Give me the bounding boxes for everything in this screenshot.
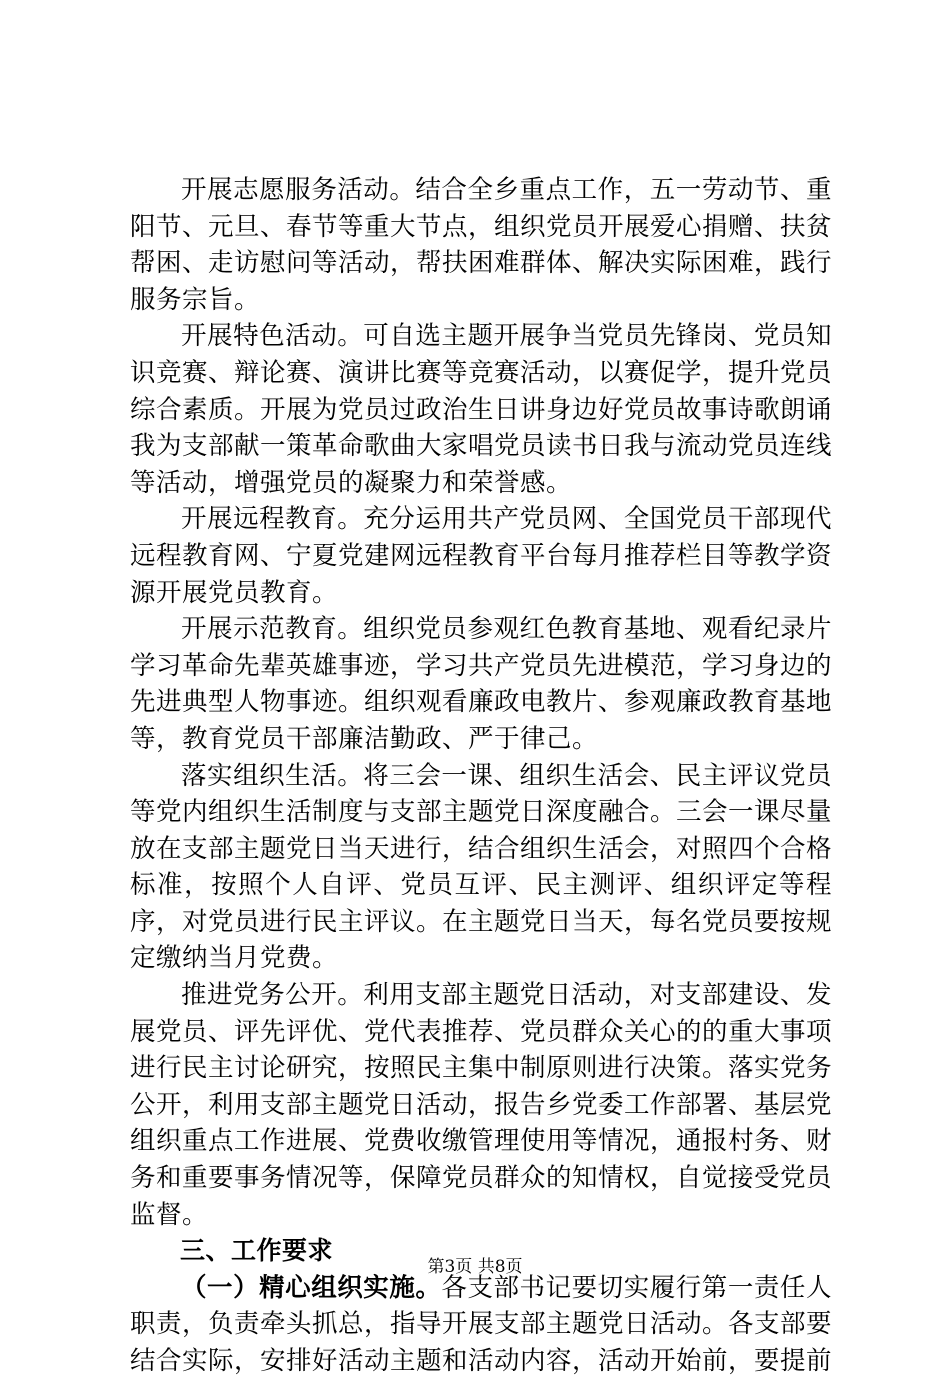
- paragraph-lead: （一）精心组织实施。: [181, 1272, 442, 1303]
- page-footer: 第3页 共8页: [427, 1257, 523, 1277]
- paragraph-organizational-life: 落实组织生活。将三会一课、组织生活会、民主评议党员等党内组织生活制度与支部主题党日深度融合。三会一课尽量放在支部主题党日当天进行，结合组织生活会，对照四个合格标准，按照个人自评、党员互评、民主测评、组织评定等程序，对党员进行民主评议。在主题党日当天，每名党员要按规定缴纳当月党费。: [130, 760, 833, 974]
- paragraph-special-activities: 开展特色活动。可自选主题开展争当党员先锋岗、党员知识竞赛、辩论赛、演讲比赛等竞赛活动，以赛促学，提升党员综合素质。开展为党员过政治生日讲身边好党员故事诗歌朗诵我为支部献一策革命歌曲大家唱党员读书日我与流动党员连线等活动，增强党员的凝聚力和荣誉感。: [130, 321, 833, 498]
- paragraph-remote-education: 开展远程教育。充分运用共产党员网、全国党员干部现代远程教育网、宁夏党建网远程教育平台每月推荐栏目等教学资源开展党员教育。: [130, 504, 833, 608]
- section-heading: 三、工作要求: [180, 1236, 334, 1266]
- paragraph-body: 各支部书记要切实履行第一责任人职责，负责牵头抓总，指导开展支部主题党日活动。各支部要结合实际，安排好活动主题和活动内容，活动开始前，要提前: [130, 1272, 833, 1376]
- paragraph-party-affairs-disclosure: 推进党务公开。利用支部主题党日活动，对支部建设、发展党员、评先评优、党代表推荐、党员群众关心的的重大事项进行民主讨论研究，按照民主集中制原则进行决策。落实党务公开，利用支部主题党日活动，报告乡党委工作部署、基层党组织重点工作进展、党费收缴管理使用等情况，通报村务、财务和重要事务情况等，保障党员群众的知情权，自觉接受党员监督。: [130, 980, 833, 1230]
- paragraph-implementation: [130, 1270, 832, 1380]
- body-text: [130, 172, 832, 1380]
- paragraph-demonstration-education: 开展示范教育。组织党员参观红色教育基地、观看纪录片学习革命先辈英雄事迹，学习共产党员先进模范，学习身边的先进典型人物事迹。组织观看廉政电教片、参观廉政教育基地等，教育党员干部廉洁勤政、严于律己。: [130, 614, 833, 754]
- paragraph-volunteer-service: 开展志愿服务活动。结合全乡重点工作，五一劳动节、重阳节、元旦、春节等重大节点，组织党员开展爱心捐赠、扶贫帮困、走访慰问等活动，帮扶困难群体、解决实际困难，践行服务宗旨。: [130, 175, 833, 315]
